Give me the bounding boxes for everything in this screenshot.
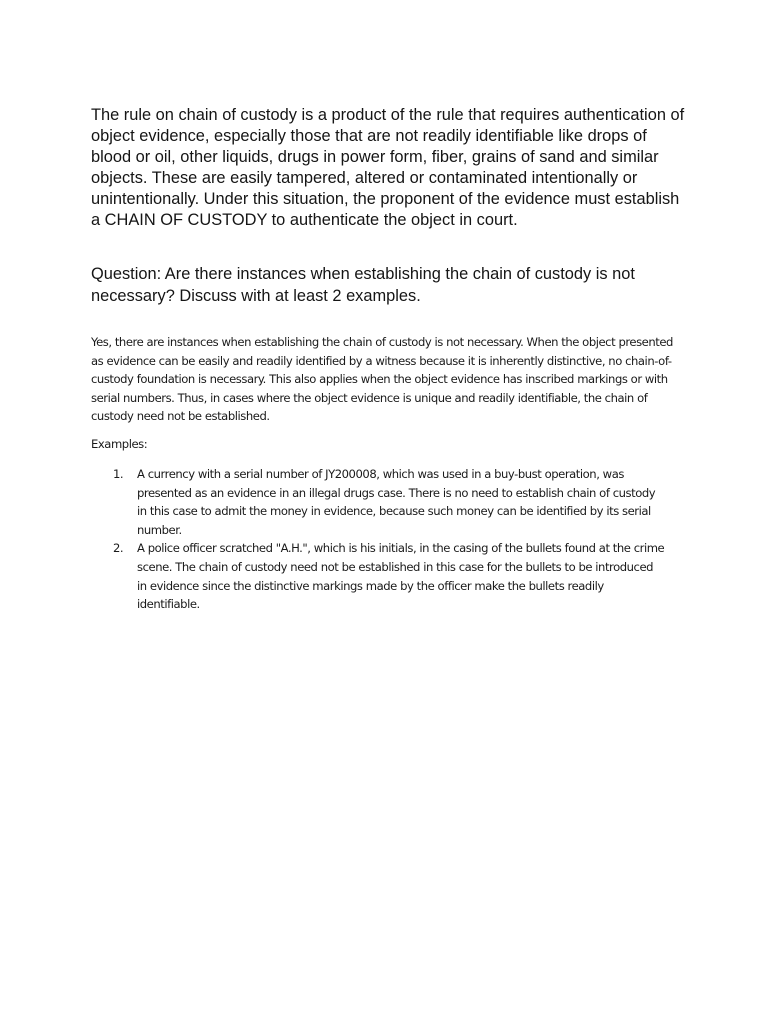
example-item-1 xyxy=(0,465,768,539)
example-text: A currency with a serial number of JY200008, which was used in a buy-bust operation, was presented as an evidence in an illegal drugs case. There is no need to establish chain of custody in this case to admit the money in evidence, because such money can be identified by its serial number. xyxy=(137,467,656,537)
question-paragraph: Question: Are there instances when establishing the chain of custody is not necessary? Discuss with at least 2 examples. xyxy=(91,265,635,305)
answer-paragraph: Yes, there are instances when establishing the chain of custody is not necessary. When the object presented as evidence can be easily and readily identified by a witness because it is inherently distinctive, no chain-of-custody foundation is necessary. This also applies when the object evidence has inscribed markings or with serial numbers. Thus, in cases where the object evidence is unique and readily identifiable, the chain of custody need not be established. xyxy=(91,335,673,424)
example-text: A police officer scratched "A.H.", which is his initials, in the casing of the bullets found at the crime scene. The chain of custody need not be established in this case for the bullets to be introduced in evidence since the distinctive markings made by the officer make the bullets readily identifiable. xyxy=(137,541,665,612)
example-number: 1. xyxy=(113,467,124,481)
example-item-2 xyxy=(0,539,768,613)
examples-list xyxy=(0,465,768,614)
examples-label: Examples: xyxy=(91,437,148,451)
example-number: 2. xyxy=(113,541,124,556)
intro-paragraph: The rule on chain of custody is a product of the rule that requires authentication of object evidence, especially those that are not readily identifiable like drops of blood or oil, other liquids, drugs in power form, fiber, grains of sand and similar objects. These are easily tampered, altered or contaminated intentionally or unintentionally. Under this situation, the proponent of the evidence must establish a CHAIN OF CUSTODY to authenticate the object in court. xyxy=(91,106,685,229)
